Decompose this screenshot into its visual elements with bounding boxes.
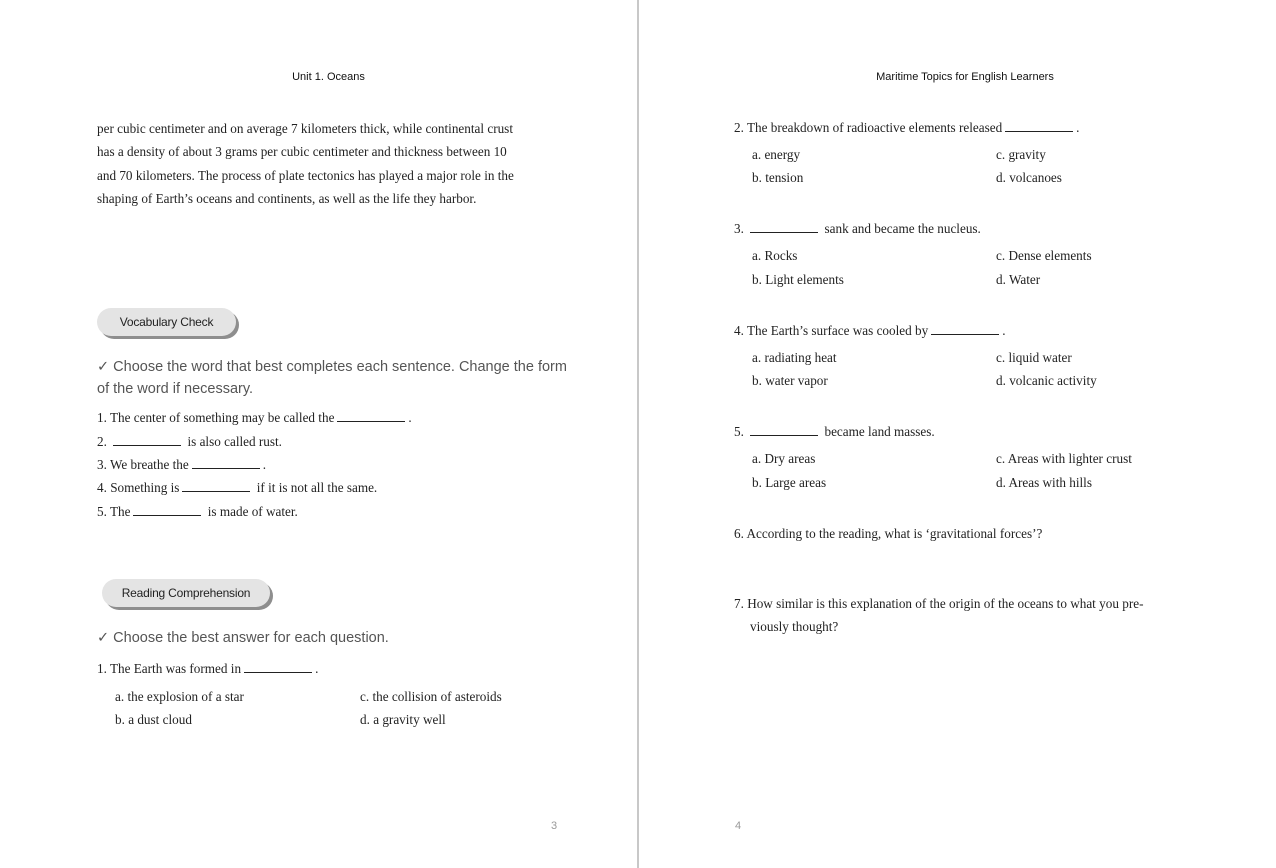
option-b[interactable]: b. tension <box>752 170 804 185</box>
reading-instruction-text: Choose the best answer for each question. <box>113 630 389 646</box>
paragraph-line: and 70 kilometers. The process of plate tectonics has played a major role in the <box>97 167 514 183</box>
item-text: The center of something may be called the <box>109 410 335 425</box>
question-7-continued: viously thought? <box>750 619 839 634</box>
option-a[interactable]: a. energy <box>752 147 801 162</box>
item-number: 5. <box>97 504 107 519</box>
question-5 <box>734 424 935 440</box>
running-header: Unit 1. Oceans <box>292 71 365 83</box>
vocabulary-check-badge: Vocabulary Check <box>97 308 236 336</box>
question-4 <box>734 323 1006 339</box>
option-d[interactable]: d. volcanoes <box>996 170 1062 185</box>
item-text: is made of water. <box>207 504 298 519</box>
right-page <box>639 0 1276 868</box>
option-a[interactable]: a. the explosion of a star <box>115 689 244 704</box>
item-number: 4. <box>97 480 107 495</box>
answer-blank[interactable] <box>113 434 181 446</box>
page-number: 4 <box>735 820 742 832</box>
question-text: . <box>1002 323 1006 338</box>
question-3 <box>734 221 981 237</box>
vocab-instruction <box>97 356 567 400</box>
answer-blank[interactable] <box>750 221 818 233</box>
question-number: 3. <box>734 221 744 236</box>
running-header: Maritime Topics for English Learners <box>876 71 1054 83</box>
item-number: 3. <box>97 457 107 472</box>
vocab-item <box>97 410 412 426</box>
answer-blank[interactable] <box>244 661 312 673</box>
item-text: Something is <box>110 480 180 495</box>
item-text: The <box>109 504 131 519</box>
option-c[interactable]: c. Dense elements <box>996 248 1092 263</box>
item-text: We breathe the <box>109 457 189 472</box>
item-text: is also called rust. <box>187 434 282 449</box>
left-page <box>0 0 637 868</box>
item-number: 1. <box>97 410 107 425</box>
question-text: became land masses. <box>824 424 935 439</box>
answer-blank[interactable] <box>337 410 405 422</box>
answer-blank[interactable] <box>1005 120 1073 132</box>
question-number: 4. <box>734 323 744 338</box>
item-text: . <box>262 457 267 472</box>
answer-blank[interactable] <box>931 323 999 335</box>
option-a[interactable]: a. radiating heat <box>752 350 837 365</box>
reading-comprehension-badge: Reading Comprehension <box>102 579 270 607</box>
reading-instruction <box>97 627 567 649</box>
item-text: . <box>408 410 412 425</box>
reading-paragraph <box>97 117 560 210</box>
answer-blank[interactable] <box>192 457 260 469</box>
question-number: 2. <box>734 120 744 135</box>
question-text: . <box>1076 120 1080 135</box>
question-text: . <box>315 661 319 676</box>
option-d[interactable]: d. Areas with hills <box>996 475 1092 490</box>
vocab-item <box>97 457 266 473</box>
option-a[interactable]: a. Dry areas <box>752 451 816 466</box>
vocab-item <box>97 434 282 450</box>
item-text: if it is not all the same. <box>256 480 378 495</box>
option-d[interactable]: d. Water <box>996 272 1041 287</box>
question-2 <box>734 120 1079 136</box>
question-number: 1. <box>97 661 107 676</box>
page-number: 3 <box>551 820 558 832</box>
vocab-item <box>97 480 377 496</box>
answer-blank[interactable] <box>750 424 818 436</box>
question-text: The Earth was formed in <box>109 661 242 676</box>
paragraph-line: per cubic centimeter and on average 7 kilometers thick, while continental crust <box>97 121 513 136</box>
answer-blank[interactable] <box>182 480 250 492</box>
check-icon: ✓ <box>97 359 110 375</box>
option-b[interactable]: b. a dust cloud <box>115 712 192 727</box>
question-text: sank and became the nucleus. <box>824 221 981 236</box>
option-b[interactable]: b. Large areas <box>752 475 827 490</box>
vocab-item <box>97 504 298 520</box>
option-c[interactable]: c. liquid water <box>996 350 1072 365</box>
option-d[interactable]: d. a gravity well <box>360 712 446 727</box>
option-d[interactable]: d. volcanic activity <box>996 373 1097 388</box>
option-c[interactable]: c. Areas with lighter crust <box>996 451 1132 466</box>
check-icon: ✓ <box>97 630 110 646</box>
option-c[interactable]: c. the collision of asteroids <box>360 689 502 704</box>
option-a[interactable]: a. Rocks <box>752 248 798 263</box>
option-c[interactable]: c. gravity <box>996 147 1046 162</box>
question-text: The Earth’s surface was cooled by <box>746 323 929 338</box>
option-b[interactable]: b. water vapor <box>752 373 828 388</box>
question-1 <box>97 661 318 677</box>
paragraph-line: shaping of Earth’s oceans and continents, as well as the life they harbor. <box>97 190 477 206</box>
question-6: 6. According to the reading, what is ‘gravitational forces’? <box>734 526 1043 541</box>
paragraph-line: has a density of about 3 grams per cubic centimeter and thickness between 10 <box>97 144 507 160</box>
answer-blank[interactable] <box>133 504 201 516</box>
option-b[interactable]: b. Light elements <box>752 272 844 287</box>
question-7: 7. How similar is this explanation of the origin of the oceans to what you pre- <box>734 596 1144 611</box>
question-number: 5. <box>734 424 744 439</box>
item-number: 2. <box>97 434 107 449</box>
question-text: The breakdown of radioactive elements released <box>746 120 1003 135</box>
vocab-instruction-text: Choose the word that best completes each sentence. Change the form of the word if necessary. <box>97 359 567 397</box>
